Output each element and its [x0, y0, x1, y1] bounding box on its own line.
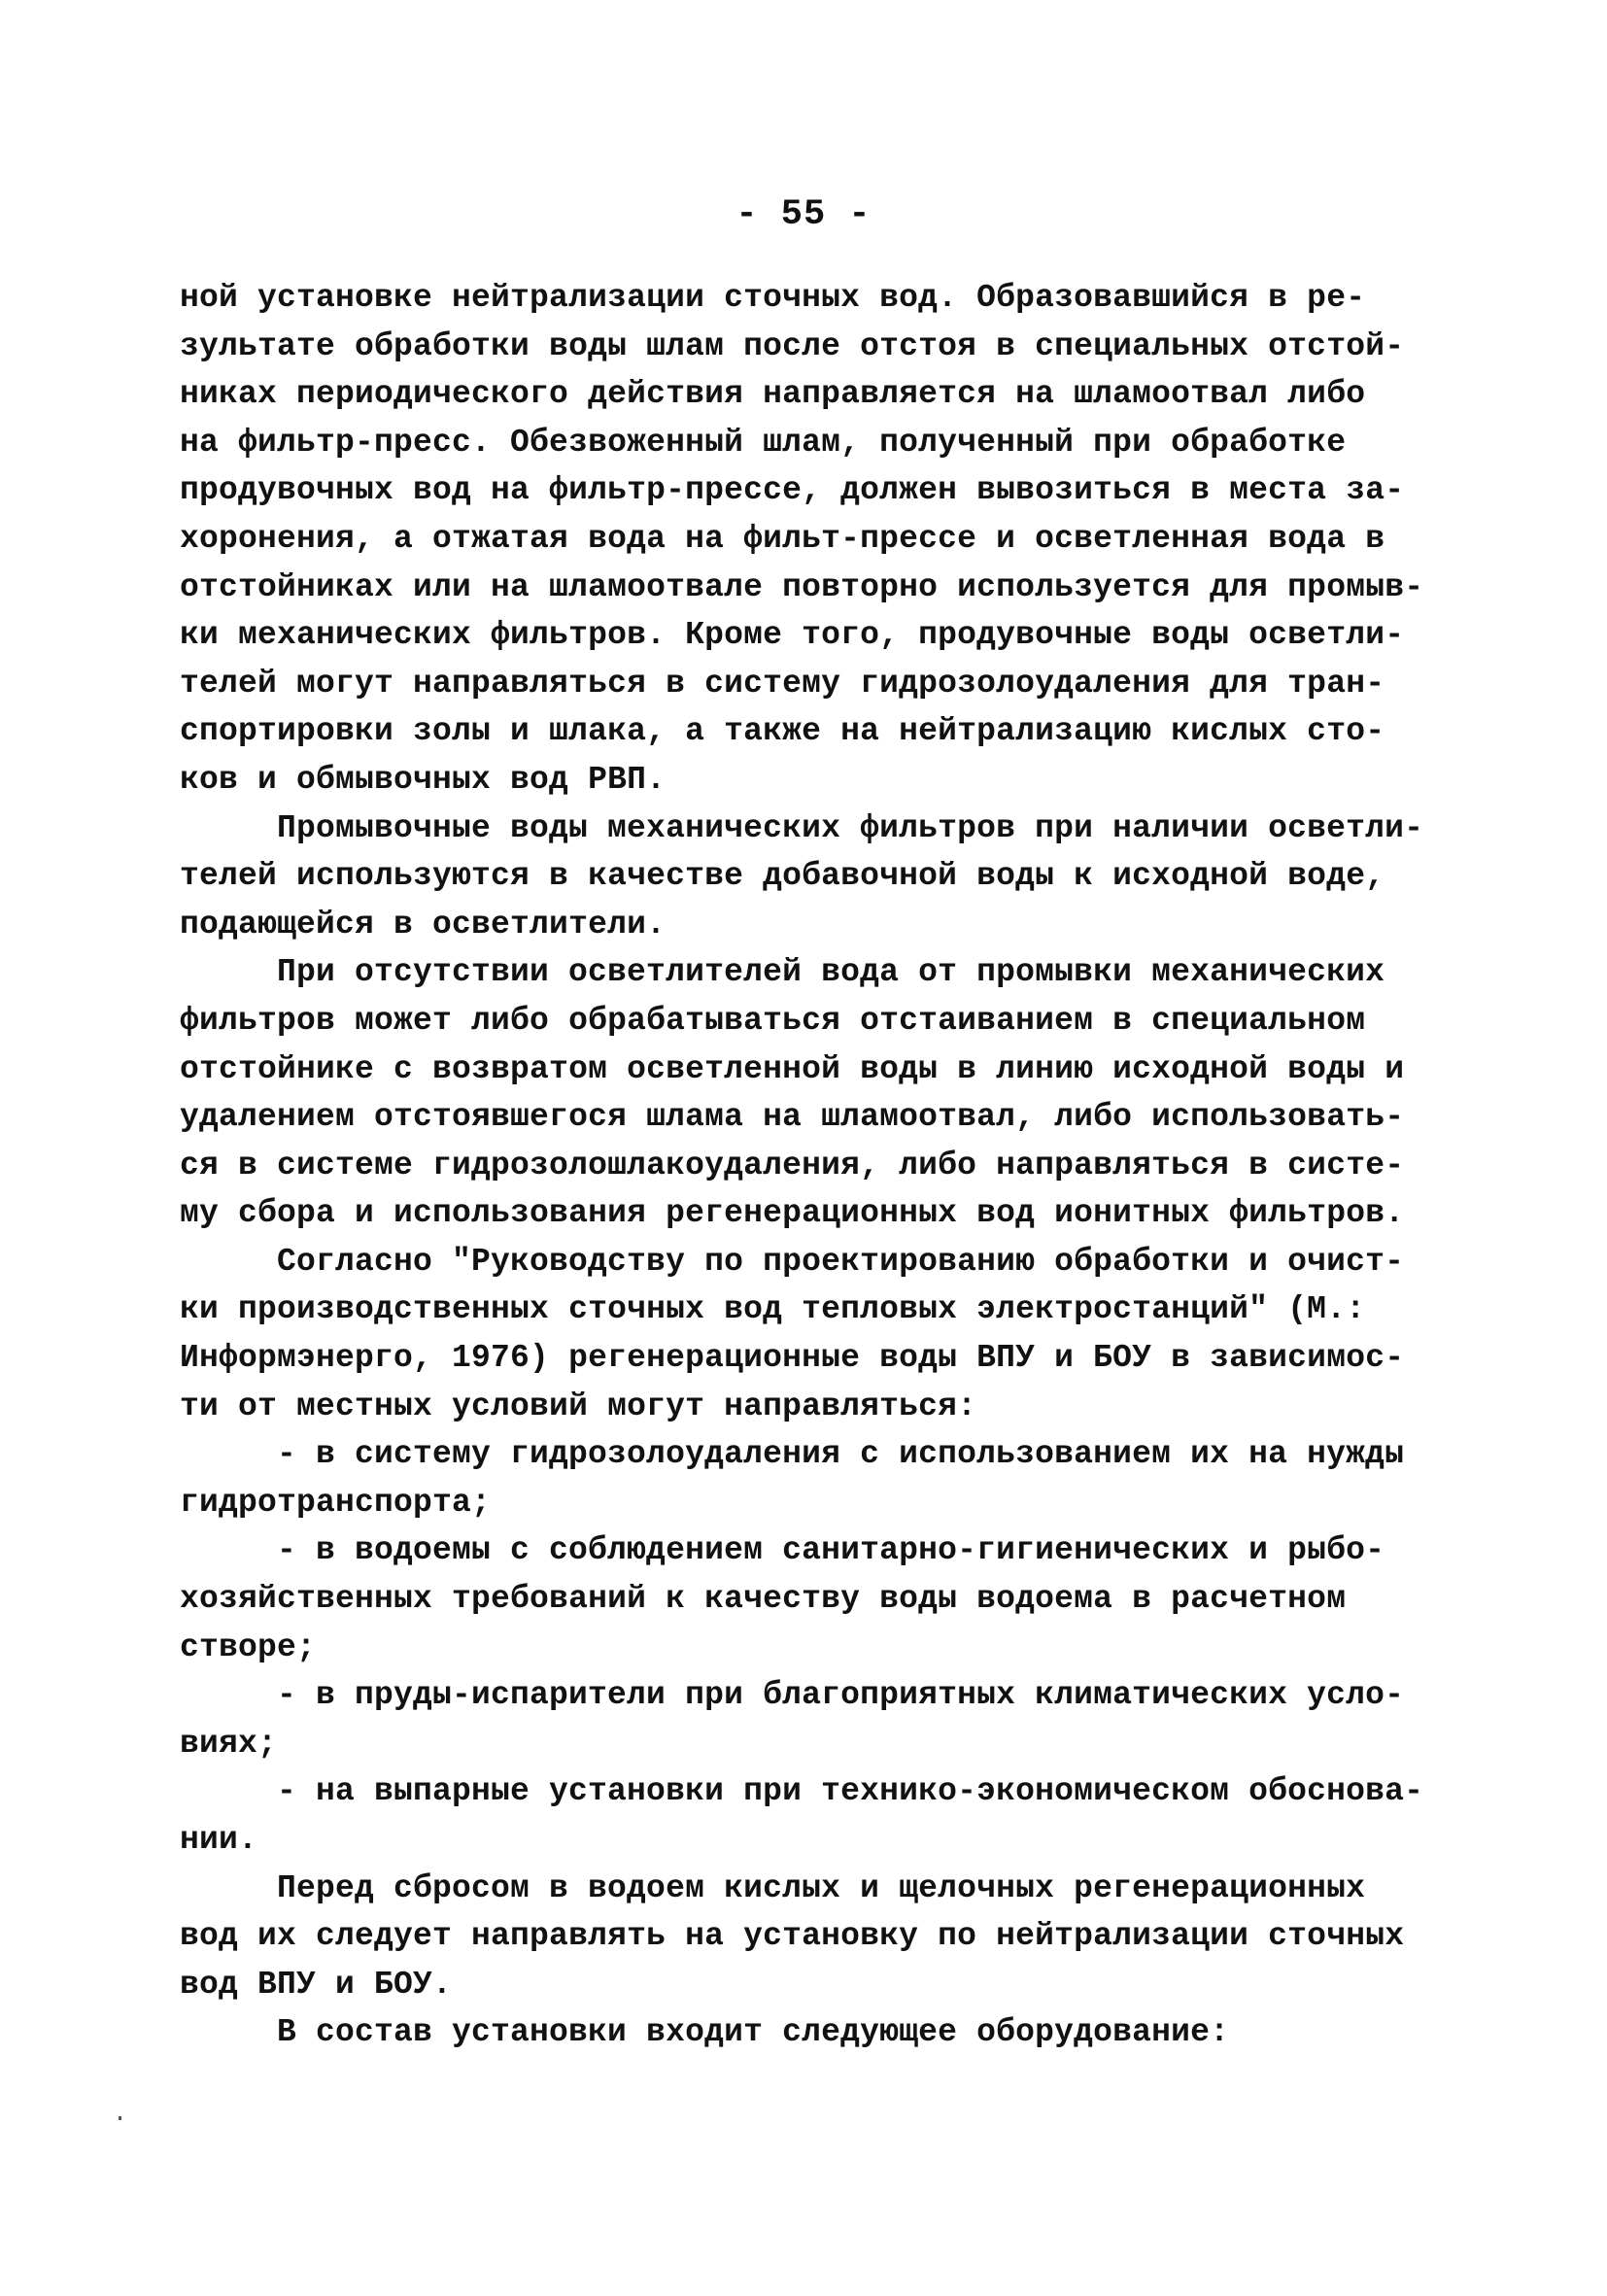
text-line: виях;	[180, 1725, 278, 1762]
text-line: хоронения, а отжатая вода на фильт-прессе и осветленная вода в	[180, 520, 1385, 557]
text-line: телей используются в качестве добавочной воды к исходной воде,	[180, 858, 1385, 895]
text-line: створе;	[180, 1628, 317, 1665]
text-line: При отсутствии осветлителей вода от промывки механических	[277, 954, 1385, 991]
text-line: - в пруды-испарители при благоприятных климатических усло-	[277, 1677, 1405, 1714]
text-line: телей могут направляться в систему гидрозолоудаления для тран-	[180, 665, 1385, 702]
text-line: Промывочные воды механических фильтров при наличии осветли-	[277, 809, 1424, 846]
text-line: фильтров может либо обрабатываться отстаиванием в специальном	[180, 1002, 1366, 1039]
scan-speck	[119, 2116, 121, 2120]
text-line: ной установке нейтрализации сточных вод. Образовавшийся в ре-	[180, 280, 1366, 316]
text-line: на фильтр-пресс. Обезвоженный шлам, полученный при обработке	[180, 424, 1347, 461]
text-line: - на выпарные установки при технико-экономическом обоснова-	[277, 1773, 1424, 1810]
text-line: никах периодического действия направляется на шламоотвал либо	[180, 376, 1366, 413]
text-line: отстойниках или на шламоотвале повторно используется для промыв-	[180, 568, 1424, 605]
text-line: ти от местных условий могут направляться:	[180, 1388, 977, 1424]
text-line: ки производственных сточных вод тепловых электростанций" (М.:	[180, 1291, 1366, 1328]
text-line: ки механических фильтров. Кроме того, продувочные воды осветли-	[180, 617, 1405, 654]
text-line: хозяйственных требований к качеству воды водоема в расчетном	[180, 1581, 1347, 1618]
text-line: му сбора и использования регенерационных вод ионитных фильтров.	[180, 1195, 1405, 1232]
text-line: удалением отстоявшегося шлама на шламоотвал, либо использовать-	[180, 1099, 1405, 1136]
text-line: подающейся в осветлители.	[180, 906, 667, 942]
text-line: нии.	[180, 1822, 258, 1858]
text-line: отстойнике с возвратом осветленной воды в линию исходной воды и	[180, 1050, 1405, 1087]
text-line: Информэнерго, 1976) регенерационные воды ВПУ и БОУ в зависимос-	[180, 1340, 1405, 1377]
text-line: ков и обмывочных вод РВП.	[180, 761, 667, 798]
text-line: зультате обработки воды шлам после отстоя в специальных отстой-	[180, 327, 1405, 364]
text-line: - в водоемы с соблюдением санитарно-гигиенических и рыбо-	[277, 1532, 1385, 1569]
page-number: - 55 -	[735, 194, 872, 235]
text-line: вод ВПУ и БОУ.	[180, 1966, 453, 2003]
text-line: продувочных вод на фильтр-прессе, должен вывозиться в места за-	[180, 472, 1405, 509]
text-line: вод их следует направлять на установку по нейтрализации сточных	[180, 1918, 1405, 1955]
text-line: гидротранспорта;	[180, 1484, 492, 1521]
text-line: ся в системе гидрозолошлакоудаления, либо направляться в систе-	[180, 1147, 1405, 1183]
text-line: спортировки золы и шлака, а также на нейтрализацию кислых сто-	[180, 713, 1385, 750]
text-line: - в систему гидрозолоудаления с использованием их на нужды	[277, 1436, 1405, 1473]
body-text	[180, 274, 1433, 2057]
text-line: Перед сбросом в водоем кислых и щелочных регенерационных	[277, 1869, 1366, 1906]
text-line: Согласно "Руководству по проектированию обработки и очист-	[277, 1243, 1405, 1280]
text-line: В состав установки входит следующее оборудование:	[277, 2014, 1230, 2051]
